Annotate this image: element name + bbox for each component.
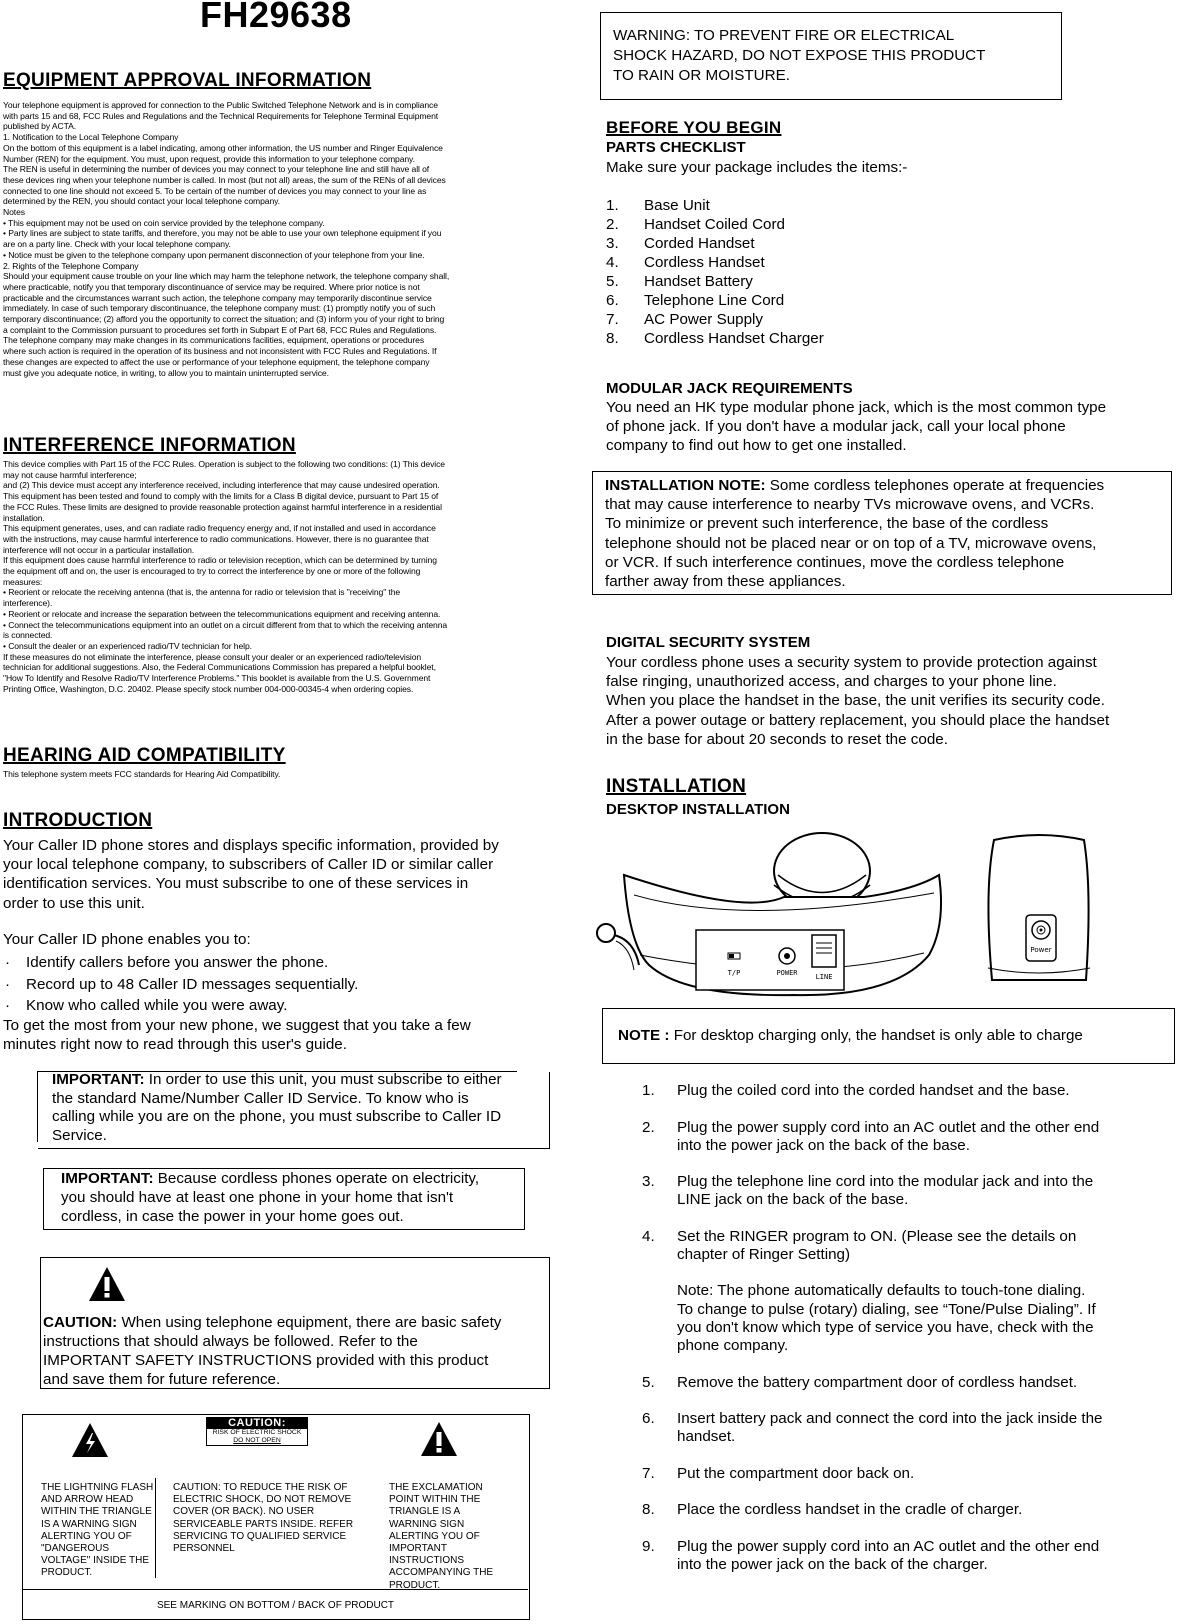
text-line: your local telephone company, to subscribers of Caller ID or similar caller <box>3 856 494 874</box>
text-line: is connected. <box>3 630 53 641</box>
text-line: the FCC Rules. These limits are designed to provide reasonable protection against harmful interference in a residential <box>3 501 442 512</box>
tp-label: T/P <box>727 969 741 977</box>
step-text-line: Plug the power supply cord into an AC outlet and the other end <box>677 1537 1100 1555</box>
text-line: false ringing, unauthorized access, and charges to your phone line. <box>606 673 1057 691</box>
marking-footer: SEE MARKING ON BOTTOM / BACK OF PRODUCT <box>156 1600 395 1611</box>
text-line: To minimize or prevent such interference, the base of the cordless <box>605 515 1049 533</box>
text-line: Your cordless phone uses a security system to provide protection against <box>606 654 1097 671</box>
text-line: a complaint to the Commission pursuant to procedures set forth in Subpart E of Part 68, FCC Rules and Regulations. <box>3 324 437 335</box>
text-line: 2. Rights of the Telephone Company <box>3 260 139 271</box>
text-line: temporary discontinuance; (2) afford you the opportunity to correct the situation; and (3) inform you of your right to bring <box>3 314 445 325</box>
text-line: On the bottom of this equipment is a label indicating, among other information, the US number and Ringer Equivalence <box>3 142 443 153</box>
step-text-line: Put the compartment door back on. <box>677 1464 915 1482</box>
text-line: the standard Name/Number Caller ID Service. To know who is <box>52 1089 469 1107</box>
line-label: LINE <box>815 973 833 981</box>
text-line: practicable and the circumstances warrant such action, the telephone company may temporarily discontinue service <box>3 292 432 303</box>
text-line: IMPORTANT SAFETY INSTRUCTIONS provided with this product <box>43 1352 489 1369</box>
caution-explanation: CAUTION: TO REDUCE THE RISK OF ELECTRIC SHOCK, DO NOT REMOVE COVER (OR BACK). NO USER SERVICEABLE PARTS INSIDE. REFER SERVICING TO QUALIFIED SERVICE PERSONNEL <box>173 1482 354 1555</box>
equipment-approval-heading: EQUIPMENT APPROVAL INFORMATION <box>3 70 372 91</box>
text-line: of phone jack. If you don't have a modular jack, call your local phone <box>606 418 1066 436</box>
text-line: calling while you are on the phone, you must subscribe to Caller ID <box>52 1108 502 1126</box>
important-label: IMPORTANT: <box>61 1170 154 1187</box>
important-label: IMPORTANT: <box>52 1071 145 1088</box>
step-number: 9. <box>642 1537 655 1555</box>
text-line: where such action is required in the operation of its business and not inconsistent with FCC Rules and Regulations. If <box>3 346 437 357</box>
text-line: When you place the handset in the base, the unit verifies its security code. <box>606 692 1105 710</box>
step-text-line: Remove the battery compartment door of cordless handset. <box>677 1373 1078 1391</box>
text-line: published by ACTA. <box>3 121 77 132</box>
text-line: must give you adequate notice, in writing, to allow you to maintain uninterrupted service. <box>3 367 329 378</box>
text-line: • Consult the dealer or an experienced radio/TV technician for help. <box>3 640 252 651</box>
note-text: For desktop charging only, the handset is only able to charge <box>669 1027 1083 1044</box>
text-line: where practicable, notify you that temporary discontinuance of service may be required. Where prior notice is not <box>3 281 420 292</box>
warning-box <box>600 12 1062 100</box>
step-number: 6. <box>642 1410 655 1428</box>
step-number: 4. <box>642 1227 655 1245</box>
text-line: • Reorient or relocate and increase the separation between the telecommunications equipment and receiving antenna. <box>3 608 441 619</box>
desktop-installation-heading: DESKTOP INSTALLATION <box>606 801 790 818</box>
step-text-line <box>677 1264 1096 1282</box>
step-text-line: into the power jack on the back of the base. <box>677 1136 970 1154</box>
step-number: 3. <box>642 1173 655 1191</box>
text-line: with the instructions, may cause harmful interference to radio communications. However, there is no guarantee that <box>3 533 429 544</box>
text-line: farther away from these appliances. <box>605 573 846 591</box>
text-line: that may cause interference to nearby TVs microwave ovens, and VCRs. <box>605 496 1095 514</box>
step-text-line: phone company. <box>677 1337 789 1355</box>
introduction-heading: INTRODUCTION <box>3 810 153 831</box>
text-line: "How To Identify and Resolve Radio/TV Interference Problems." This booklet is available from the U.S. Government <box>3 673 431 684</box>
text-line: Your telephone equipment is approved for connection to the Public Switched Telephone Network and is in compliance <box>3 100 438 110</box>
text-line: and save them for future reference. <box>43 1371 281 1388</box>
text-line: interference). <box>3 598 53 609</box>
text-line: This equipment has been tested and found to comply with the limits for a Class B digital device, pursuant to Part 15 of <box>3 491 439 502</box>
note-label: NOTE : <box>618 1027 670 1044</box>
step-number: 7. <box>642 1464 655 1482</box>
text-line: technician for additional suggestions. Also, the Federal Communications Commission has prepared a helpful booklet, <box>3 662 436 673</box>
installation-heading: INSTALLATION <box>606 776 747 797</box>
step-number: 5. <box>642 1373 655 1391</box>
text-line: Should your equipment cause trouble on your line which may harm the telephone network, the telephone company shall, <box>3 271 450 282</box>
step-text-line: you don't know which type of service you have, check with the <box>677 1318 1094 1336</box>
text-line: Your Caller ID phone stores and displays specific information, provided by <box>3 837 499 854</box>
text-line: • Connect the telecommunications equipment into an outlet on a circuit different from that to which the receiving antenna <box>3 619 448 630</box>
step-text-line: into the power jack on the back of the charger. <box>677 1555 988 1573</box>
text-line: WARNING: TO PREVENT FIRE OR ELECTRICAL <box>613 27 955 44</box>
installation-note-label: INSTALLATION NOTE: <box>605 477 766 494</box>
caution-box: CAUTION: When using telephone equipment, there are basic safety instructions that should always be followed. Refer to the IMPORTANT SAFETY INSTRUCTIONS provided with this product and save them for future reference. <box>40 1257 550 1389</box>
step-text-line: chapter of Ringer Setting) <box>677 1246 851 1264</box>
power-label: POWER <box>776 969 798 977</box>
digital-security-text <box>606 653 1109 749</box>
text-line: Printing Office, Washington, D.C. 20402. Please specify stock number 004-000-00345-4 when ordering copies. <box>3 683 414 694</box>
enables-intro: Your Caller ID phone enables you to: <box>3 931 251 948</box>
text-line: After a power outage or battery replacement, you should place the handset <box>606 711 1110 729</box>
text-line: immediately. In case of such temporary discontinuance, the telephone company must: (1) promptly notify you of such <box>3 303 436 314</box>
list-item: · Record up to 48 Caller ID messages sequentially. <box>5 975 359 993</box>
text-line: You need an HK type modular phone jack, which is the most common type <box>606 399 1107 416</box>
text-line: • Party lines are subject to state tariffs, and therefore, you may not be able to use your own telephone equipment if you <box>3 228 442 239</box>
hearing-aid-heading: HEARING AID COMPATIBILITY <box>3 745 286 766</box>
step-text-line: Insert battery pack and connect the cord into the jack inside the <box>677 1410 1103 1428</box>
shock-line: DO NOT OPEN <box>233 1437 281 1444</box>
exclamation-triangle-icon <box>88 1266 126 1302</box>
interference-heading: INTERFERENCE INFORMATION <box>3 435 296 456</box>
text-line: order to use this unit. <box>3 894 145 912</box>
charger-illustration <box>974 830 1104 995</box>
step-number: 2. <box>642 1118 655 1136</box>
step-number: 8. <box>642 1501 655 1519</box>
exclamation-triangle-icon <box>420 1421 458 1457</box>
exclamation-explanation: THE EXCLAMATION POINT WITHIN THE TRIANGLE IS A WARNING SIGN ALERTING YOU OF IMPORTANT INSTRUCTIONS ACCOMPANYING THE PRODUCT. <box>389 1482 494 1591</box>
text-line: Notes <box>3 207 25 218</box>
text-line: company to find out how to get one installed. <box>606 437 907 455</box>
text-line: are on a party line. Check with your local telephone company. <box>3 239 231 250</box>
text-line: Number (REN) for the equipment. You must, upon request, provide this information to your telephone company. <box>3 153 415 164</box>
parts-intro: Make sure your package includes the items:- <box>606 159 908 176</box>
base-unit-illustration <box>594 815 974 1000</box>
introduction-paragraph <box>3 836 499 913</box>
text-line: may not cause harmful interference; <box>3 469 137 480</box>
modular-jack-text <box>606 398 1106 456</box>
digital-security-heading: DIGITAL SECURITY SYSTEM <box>606 634 811 651</box>
text-line: 1. Notification to the Local Telephone Company <box>3 132 179 143</box>
step-text-line: LINE jack on the back of the base. <box>677 1191 909 1209</box>
text-line: SHOCK HAZARD, DO NOT EXPOSE THIS PRODUCT <box>613 47 986 64</box>
caution-title: CAUTION: <box>206 1417 308 1429</box>
step-text-line: Set the RINGER program to ON. (Please see the details on <box>677 1227 1077 1245</box>
lightning-explanation: THE LIGHTNING FLASH AND ARROW HEAD WITHIN THE TRIANGLE IS A WARNING SIGN ALERTING YOU OF "DANGEROUS VOLTAGE" INSIDE THE PRODUCT. <box>41 1482 154 1579</box>
text-line: and (2) This device must accept any interference received, including interference that may cause undesired operation. <box>3 480 440 491</box>
step-text-line: Note: The phone automatically defaults to touch-tone dialing. <box>677 1282 1086 1300</box>
charging-note-box <box>602 1008 1175 1064</box>
step-text-line: Plug the telephone line cord into the modular jack and into the <box>677 1173 1094 1191</box>
charger-power-label: Power <box>1030 946 1052 954</box>
shock-warning-label <box>206 1417 308 1446</box>
list-item: · Know who called while you were away. <box>5 997 288 1015</box>
step-text-line: To change to pulse (rotary) dialing, see “Tone/Pulse Dialing”. If <box>677 1300 1096 1318</box>
text-line: or VCR. If such interference continues, move the cordless telephone <box>605 553 1065 571</box>
guide-suggestion <box>3 1016 471 1054</box>
hearing-aid-text: This telephone system meets FCC standards for Hearing Aid Compatibility. <box>3 769 281 779</box>
text-line: TO RAIN OR MOISTURE. <box>613 67 790 84</box>
shock-line: RISK OF ELECTRIC SHOCK <box>212 1429 302 1436</box>
parts-checklist-heading: PARTS CHECKLIST <box>606 139 746 156</box>
list-item: · Identify callers before you answer the phone. <box>5 954 329 971</box>
lightning-triangle-icon <box>71 1422 109 1458</box>
text-line: This equipment generates, uses, and can radiate radio frequency energy and, if not installed and used in accordance <box>3 523 436 534</box>
important-box-power: IMPORTANT: Because cordless phones operate on electricity, you should have at least one phone in your home that isn't cordless, in case the power in your home goes out. <box>43 1168 525 1230</box>
text-line: in the base for about 20 seconds to reset the code. <box>606 730 948 748</box>
installation-note-box: INSTALLATION NOTE: Some cordless telephones operate at frequencies that may cause interference to nearby TVs microwave ovens, and VCRs. To minimize or prevent such interference, the base of the cordless telephone should not be placed near or on top of a TV, microwave ovens, or VCR. If such interference continues, move the cordless telephone farther away from these appliances. <box>592 471 1172 595</box>
modular-jack-heading: MODULAR JACK REQUIREMENTS <box>606 380 853 397</box>
text-line: • This equipment may not be used on coin service provided by the telephone company. <box>3 217 325 228</box>
step-text-line: handset. <box>677 1428 736 1446</box>
text-line: instructions that should always be followed. Refer to the <box>43 1333 418 1350</box>
text-line: This device complies with Part 15 of the FCC Rules. Operation is subject to the following two conditions: (1) This device <box>3 459 445 469</box>
feature-list <box>5 952 358 1017</box>
before-you-begin-heading: BEFORE YOU BEGIN <box>606 118 782 137</box>
text-line: If this equipment does cause harmful interference to radio or television reception, which can be determined by turning <box>3 555 437 566</box>
text-line: • Reorient or relocate the receiving antenna (that is, the antenna for radio or television that is "receiving" the <box>3 587 401 598</box>
text-line: telephone should not be placed near or on top of a TV, microwave ovens, <box>605 534 1097 552</box>
text-line: identification services. You must subscribe to one of these services in <box>3 875 469 893</box>
text-line: these changes are expected to affect the use or performance of your telephone equipment, the telephone company <box>3 356 430 367</box>
text-line: determined by the REN, you should contact your local telephone company. <box>3 196 280 207</box>
step-text-line: Plug the power supply cord into an AC outlet and the other end <box>677 1118 1100 1136</box>
caution-label: CAUTION: <box>43 1314 118 1331</box>
text-line: To get the most from your new phone, we suggest that you take a few <box>3 1017 471 1034</box>
text-line: minutes right now to read through this user's guide. <box>3 1036 347 1054</box>
text-line: connected to one line should not exceed 5. To be certain of the number of devices you may connect to your line as <box>3 185 427 196</box>
text-line: The REN is useful in determining the number of devices you may connect to your telephone line and still have all of <box>3 164 430 175</box>
text-line: the equipment off and on, the user is encouraged to try to correct the interference by one or more of the following <box>3 566 421 577</box>
text-line: The telephone company may make changes in its communications facilities, equipment, operations or procedures <box>3 335 425 346</box>
step-number: 1. <box>642 1082 655 1099</box>
step-text-line: Plug the coiled cord into the corded handset and the base. <box>677 1082 1070 1099</box>
text-line: you should have at least one phone in your home that isn't <box>61 1189 454 1206</box>
text-line: with parts 15 and 68, FCC Rules and Regulations and the Technical Requirements for Telephone Terminal Equipment <box>3 110 439 121</box>
text-line: installation. <box>3 512 45 523</box>
step-text-line: Place the cordless handset in the cradle of charger. <box>677 1501 1023 1519</box>
equipment-approval-text <box>3 100 449 378</box>
text-line: these devices ring when your telephone number is called. In most (but not all) areas, the sum of the RENs of all devices <box>3 174 446 185</box>
text-line: • Notice must be given to the telephone company upon permanent disconnection of your telephone from your line. <box>3 249 425 260</box>
text-line: If these measures do not eliminate the interference, please consult your dealer or an experienced radio/television <box>3 651 422 662</box>
text-line: Service. <box>52 1126 107 1144</box>
interference-text <box>3 459 447 694</box>
text-line: interference will not occur in a particular installation. <box>3 544 195 555</box>
text-line: cordless, in case the power in your home goes out. <box>61 1208 404 1225</box>
text-line: measures: <box>3 576 43 587</box>
safety-symbols-box <box>22 1414 530 1620</box>
important-box-subscription: IMPORTANT: In order to use this unit, you must subscribe to either the standard Name/Number Caller ID Service. To know who is calling while you are on the phone, you must subscribe to Caller ID Service. <box>38 1072 550 1149</box>
model-number: FH29638 <box>200 0 352 35</box>
